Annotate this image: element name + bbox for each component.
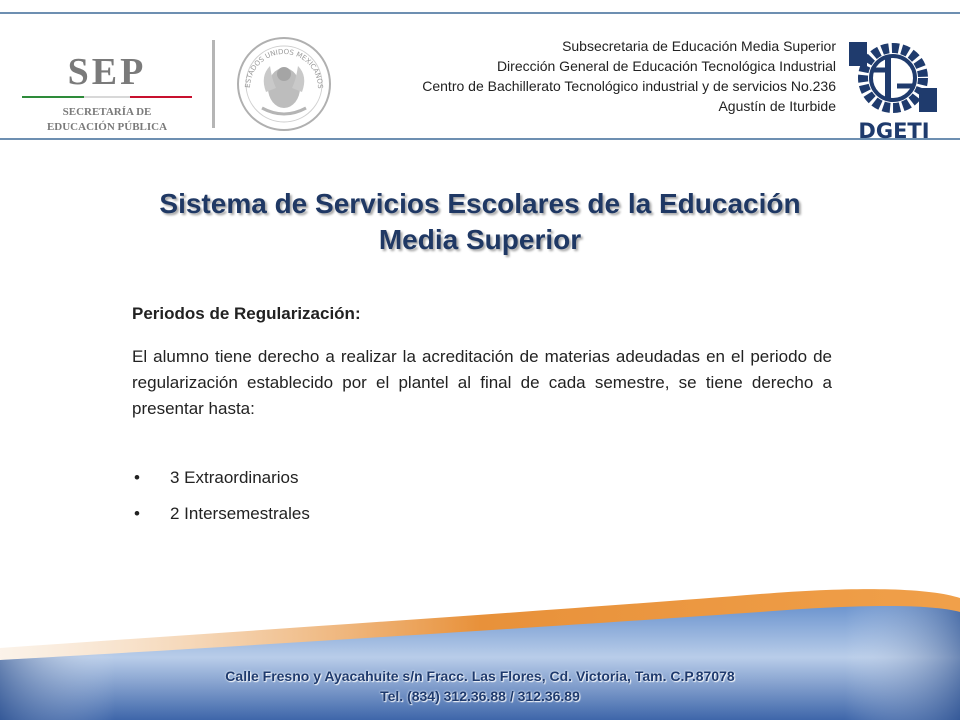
logo-divider — [212, 40, 215, 128]
dgeti-logo — [849, 40, 939, 142]
seal-text: ESTADOS UNIDOS MEXICANOS — [243, 47, 325, 89]
list-item-text: 2 Intersemestrales — [170, 504, 310, 523]
sep-logo-line1: SECRETARÍA DE — [62, 106, 152, 118]
body-paragraph: El alumno tiene derecho a realizar la acreditación de materias adeudadas en el periodo de regularización establecido por el plantel al final de cada semestre, se tiene derecho a presentar hasta: — [132, 347, 832, 418]
sep-logo-line2: EDUCACIÓN PÚBLICA — [46, 121, 168, 133]
sep-logo — [20, 48, 195, 138]
header-banner — [0, 12, 960, 140]
header-line-direccion: Dirección General de Educación Tecnológica Industrial — [496, 58, 836, 74]
header-line-centro: Centro de Bachillerato Tecnológico industrial y de servicios No.236 — [422, 78, 836, 94]
list-item-text: 3 Extraordinarios — [170, 468, 299, 487]
bullet-list — [132, 460, 632, 532]
footer-contact — [0, 666, 960, 706]
list-item — [132, 460, 632, 496]
page-title-line2: Media Superior — [378, 224, 582, 255]
bullet-icon: • — [134, 504, 140, 523]
list-item — [132, 496, 632, 532]
page-title-line1: Sistema de Servicios Escolares de la Educación — [159, 188, 801, 219]
footer-phone: Tel. (834) 312.36.88 / 312.36.89 — [380, 688, 580, 704]
institution-info — [316, 36, 836, 116]
header-line-subsecretaria: Subsecretaria de Educación Media Superior — [562, 38, 836, 54]
dgeti-logo-text: DGETI — [858, 119, 930, 142]
page-title — [80, 186, 880, 258]
bullet-icon: • — [134, 468, 140, 487]
footer-address: Calle Fresno y Ayacahuite s/n Fracc. Las Flores, Cd. Victoria, Tam. C.P.87078 — [225, 668, 735, 684]
header-line-nombre: Agustín de Iturbide — [718, 98, 836, 114]
sep-logo-acronym: SEP — [67, 51, 147, 93]
section-heading: Periodos de Regularización: — [132, 304, 361, 323]
gear-icon — [849, 42, 937, 112]
